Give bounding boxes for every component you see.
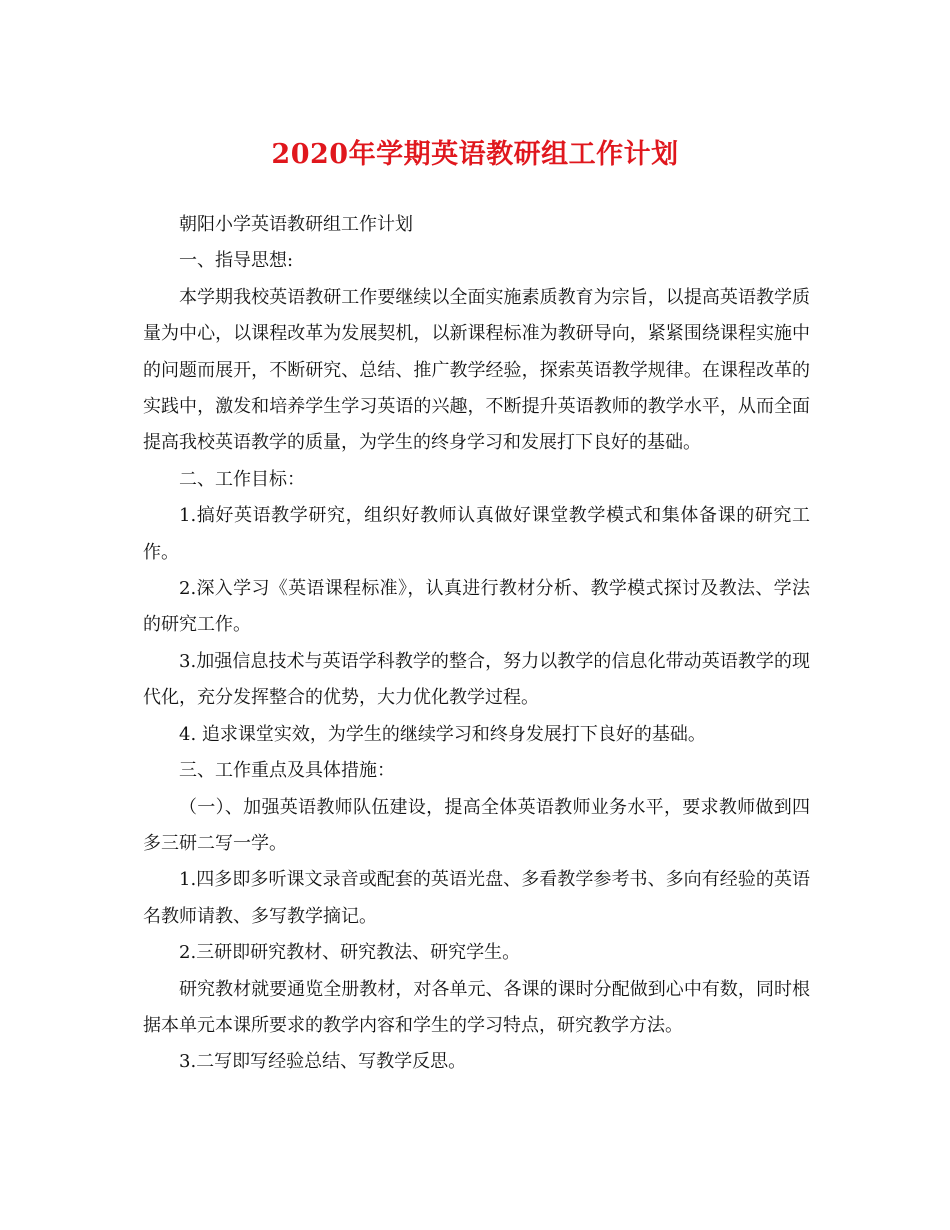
- document-body: [143, 207, 810, 1081]
- document-title: 2020年学期英语教研组工作计划: [271, 139, 679, 170]
- list-item-measure-2: 2.三研即研究教材、研究教法、研究学生。: [179, 942, 521, 964]
- list-item-measure-1: 1.四多即多听课文录音或配套的英语光盘、多看教学参考书、多向有经验的英语名教师请教、多写教学摘记。: [143, 869, 810, 927]
- list-item-measure-3: 3.二写即写经验总结、写教学反思。: [179, 1051, 467, 1073]
- list-item-goal-1: 1.搞好英语教学研究，组织好教师认真做好课堂教学模式和集体备课的研究工作。: [143, 505, 810, 563]
- paragraph-guiding-thought: 本学期我校英语教研工作要继续以全面实施素质教育为宗旨，以提高英语教学质量为中心，以课程改革为发展契机，以新课程标准为教研导向，紧紧围绕课程实施中的问题而展开，不断研究、总结、推广教学经验，探索英语教学规律。在课程改革的实践中，激发和培养学生学习英语的兴趣，不断提升英语教师的教学水平，从而全面提高我校英语教学的质量，为学生的终身学习和发展打下良好的基础。: [143, 286, 810, 454]
- heading-guiding-thought: 一、指导思想:: [179, 250, 294, 272]
- list-item-goal-3: 3.加强信息技术与英语学科教学的整合，努力以教学的信息化带动英语教学的现代化，充分发挥整合的优势，大力优化教学过程。: [143, 650, 810, 709]
- paragraph-school-plan: 朝阳小学英语教研组工作计划: [179, 214, 413, 235]
- heading-key-measures: 三、工作重点及具体措施：: [179, 760, 395, 782]
- paragraph-study-materials: 研究教材就要通览全册教材，对各单元、各课的课时分配做到心中有数，同时根据本单元本课所要求的教学内容和学生的学习特点，研究教学方法。: [143, 978, 810, 1036]
- list-item-goal-4: 4. 追求课堂实效，为学生的继续学习和终身发展打下良好的基础。: [179, 723, 706, 745]
- list-item-goal-2: 2.深入学习《英语课程标准》，认真进行教材分析、教学模式探讨及教法、学法的研究工作。: [143, 578, 810, 636]
- heading-work-goals: 二、工作目标：: [179, 468, 305, 490]
- subheading-teacher-team: （一）、加强英语教师队伍建设，提高全体英语教师业务水平，要求教师做到四多三研二写一学。: [143, 796, 810, 854]
